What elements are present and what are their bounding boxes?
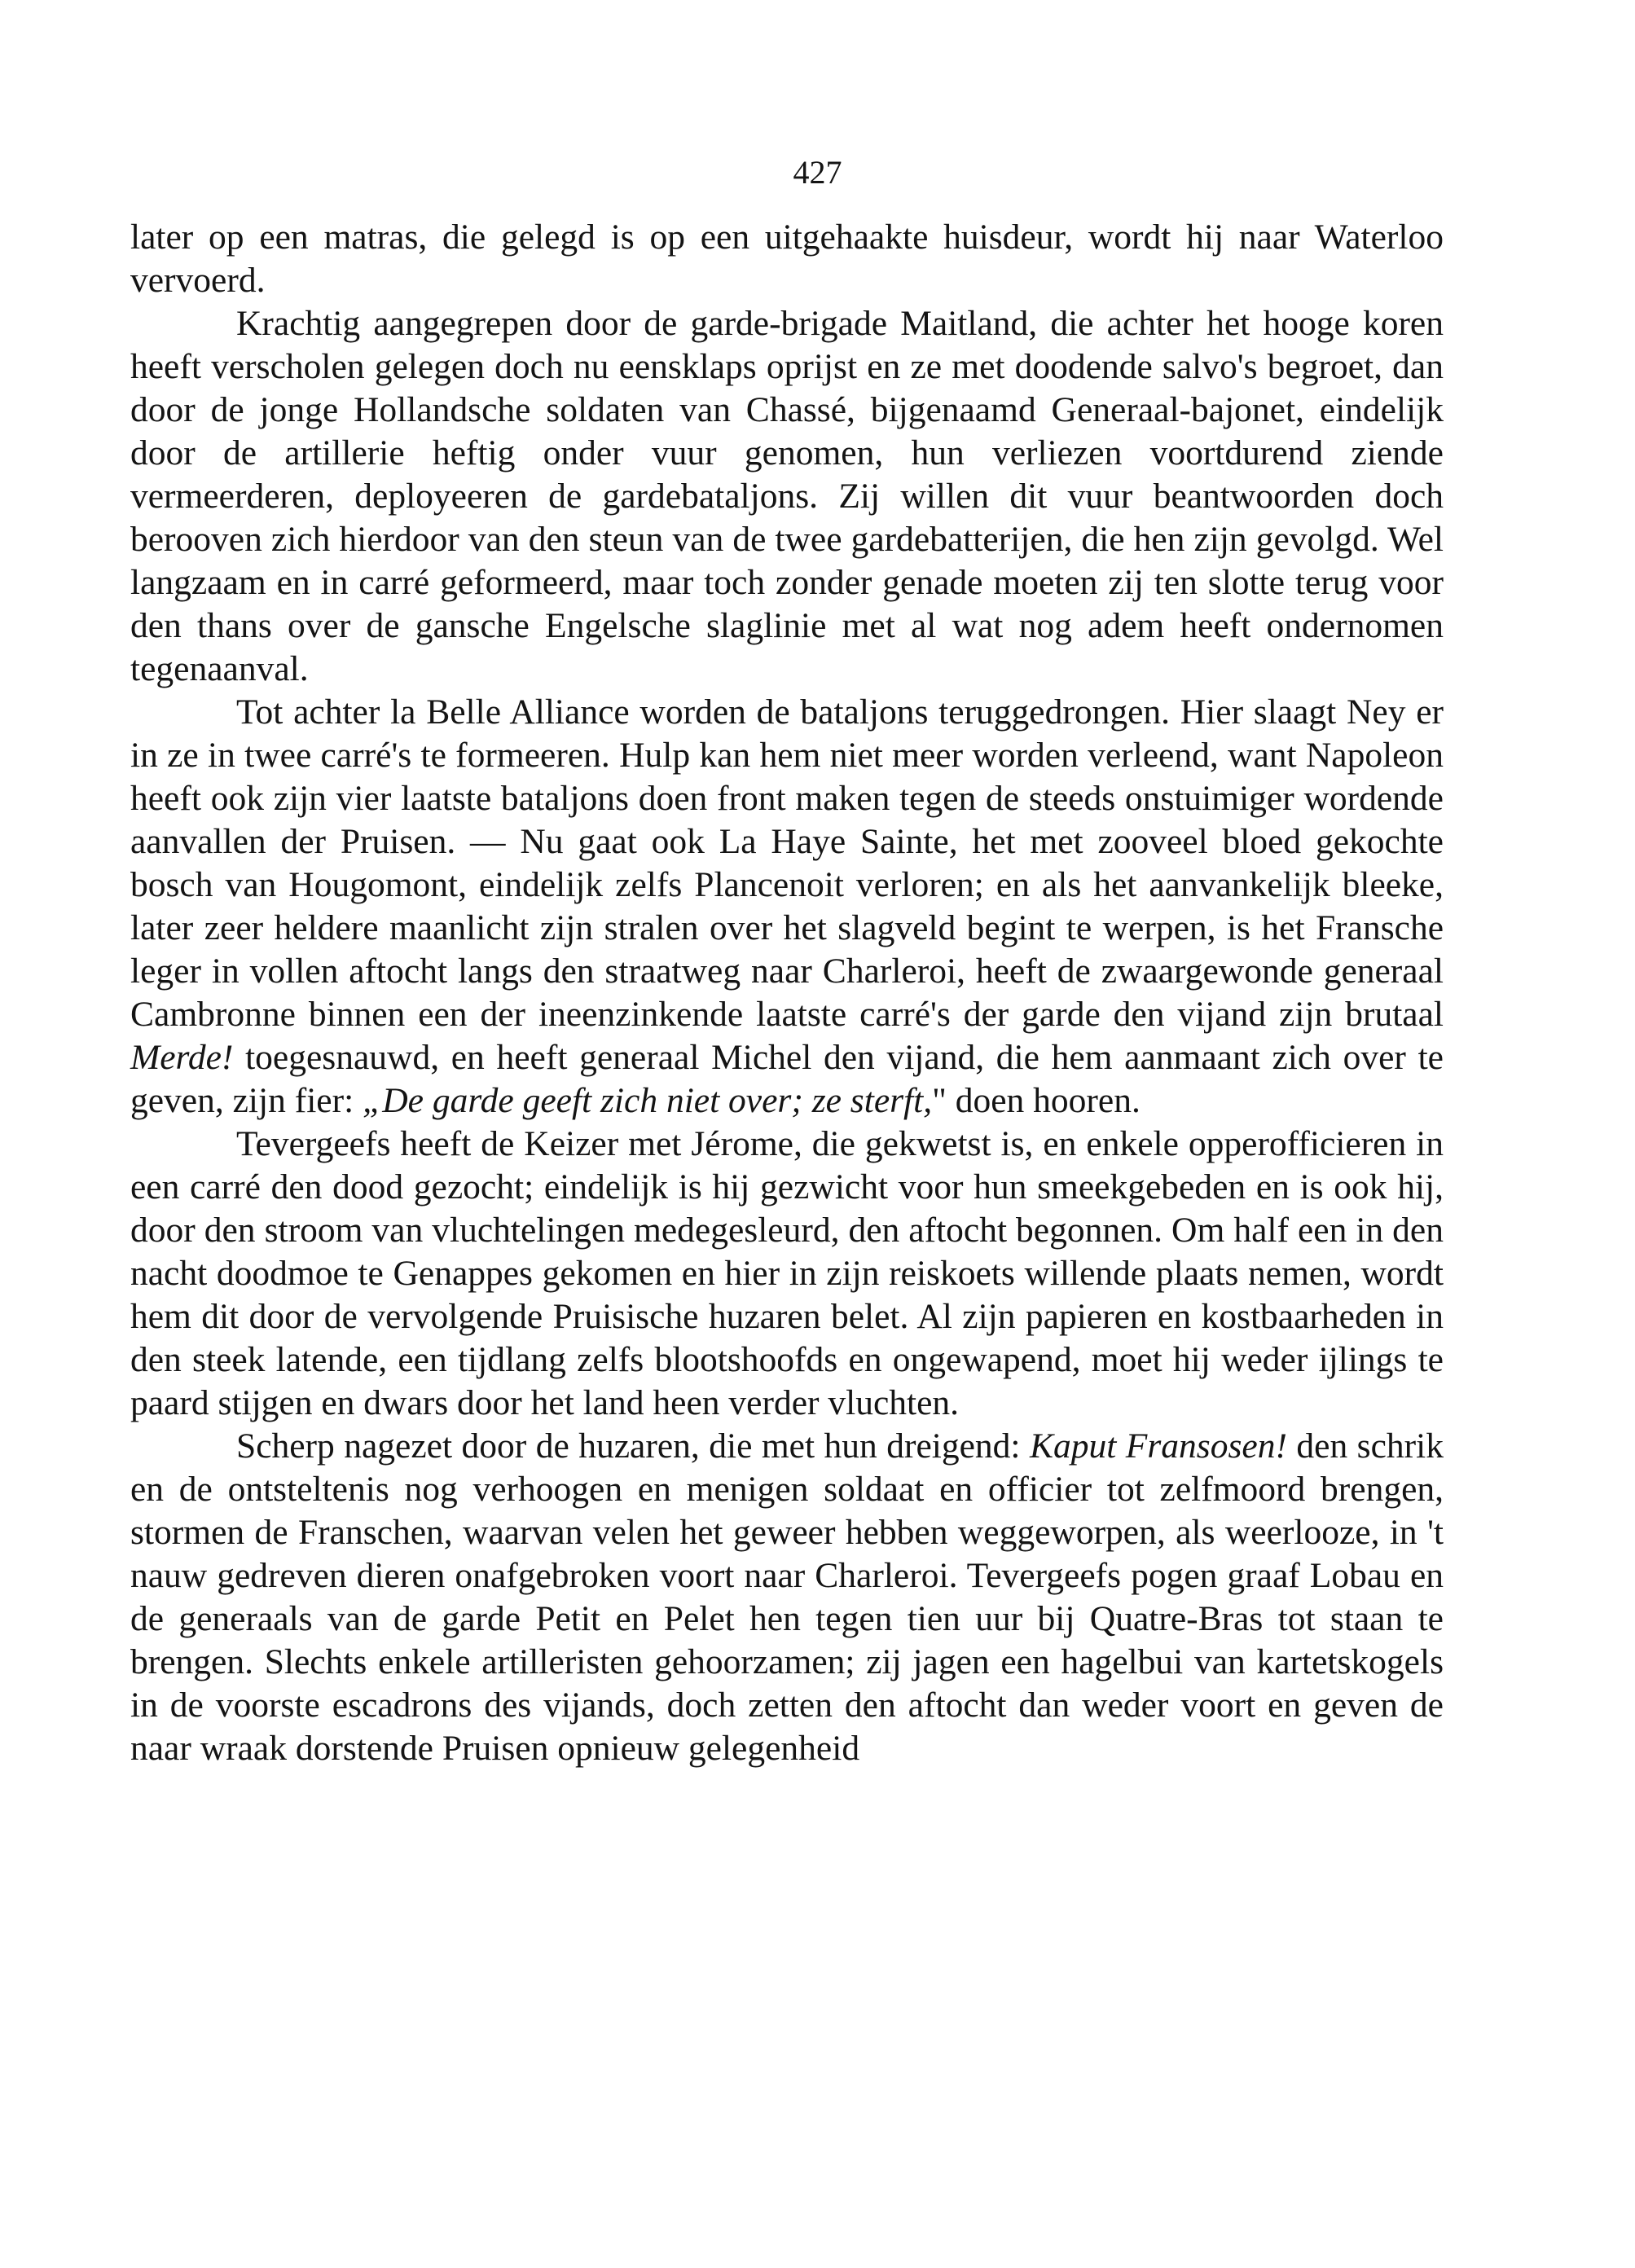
italic-text-run: Merde! xyxy=(130,1038,234,1077)
italic-text-run: Kaput Fransosen! xyxy=(1029,1426,1287,1466)
text-run: den schrik en de ontsteltenis nog verhoogen en menigen soldaat en officier tot zelfmoord brengen, stormen de Franschen, waarvan velen het geweer hebben weggeworpen, als weerlooze, in 't nauw gedreven dieren onafgebroken voort naar Charleroi. Tevergeefs pogen graaf Lobau en de generaals van de garde Petit en Pelet hen tegen tien uur bij Quatre-Bras tot staan te brengen. Slechts enkele artilleristen gehoorzamen; zij jagen een hagelbui van kartetskogels in de voorste escadrons des vijands, doch zetten den aftocht dan weder voort en geven de naar wraak dorstende Pruisen opnieuw gelegenheid xyxy=(130,1426,1444,1768)
text-run: " doen hooren. xyxy=(932,1081,1141,1120)
text-run: Tot achter la Belle Alliance worden de bataljons teruggedrongen. Hier slaagt Ney er in ze in twee carré's te formeeren. Hulp kan hem niet meer worden verleend, want Napoleon heeft ook zijn vier laatste bataljons doen front maken tegen de steeds onstuimiger wordende aanvallen der Pruisen. — Nu gaat ook La Haye Sainte, het met zooveel bloed gekochte bosch van Hougomont, eindelijk zelfs Plancenoit verloren; en als het aanvankelijk bleeke, later zeer heldere maanlicht zijn stralen over het slagveld begint te werpen, is het Fransche leger in vollen aftocht langs den straatweg naar Charleroi, heeft de zwaargewonde generaal Cambronne binnen een der ineenzinkende laatste carré's der garde den vijand zijn brutaal xyxy=(130,692,1444,1034)
paragraph xyxy=(130,1123,1444,1425)
italic-text-run: „De garde geeft zich niet over; ze sterft, xyxy=(363,1081,933,1120)
paragraph xyxy=(130,216,1444,302)
text-run: Tevergeefs heeft de Keizer met Jérome, die gekwetst is, en enkele opperofficieren in een carré den dood gezocht; eindelijk is hij gezwicht voor hun smeekgebeden en is ook hij, door den stroom van vluchtelingen medegesleurd, den aftocht begonnen. Om half een in den nacht doodmoe te Genappes gekomen en hier in zijn reiskoets willende plaats nemen, wordt hem dit door de vervolgende Pruisische huzaren belet. Al zijn papieren en kostbaarheden in den steek latende, een tijdlang zelfs blootshoofds en ongewapend, moet hij weder ijlings te paard stijgen en dwars door het land heen verder vluchten. xyxy=(130,1124,1444,1422)
body-text xyxy=(130,216,1444,1770)
paragraph xyxy=(130,1425,1444,1770)
paragraph xyxy=(130,691,1444,1123)
text-run: toegesnauwd, en heeft generaal Michel den vijand, die hem aanmaant zich over te geven, zijn fier: xyxy=(130,1038,1444,1120)
text-run: Scherp nagezet door de huzaren, die met hun dreigend: xyxy=(236,1426,1030,1466)
text-run: Krachtig aangegrepen door de garde-brigade Maitland, die achter het hooge koren heeft verscholen gelegen doch nu eensklaps oprijst en ze met doodende salvo's begroet, dan door de jonge Hollandsche soldaten van Chassé, bijgenaamd Generaal-bajonet, eindelijk door de artillerie heftig onder vuur genomen, hun verliezen voortdurend ziende vermeerderen, deployeeren de gardebataljons. Zij willen dit vuur beantwoorden doch berooven zich hierdoor van den steun van de twee gardebatterijen, die hen zijn gevolgd. Wel langzaam en in carré geformeerd, maar toch zonder genade moeten zij ten slotte terug voor den thans over de gansche Engelsche slaglinie met al wat nog adem heeft ondernomen tegenaanval. xyxy=(130,304,1444,688)
text-run: later op een matras, die gelegd is op een uitgehaakte huisdeur, wordt hij naar Waterloo vervoerd. xyxy=(130,218,1444,300)
paragraph xyxy=(130,302,1444,691)
page-number: 427 xyxy=(793,154,842,191)
